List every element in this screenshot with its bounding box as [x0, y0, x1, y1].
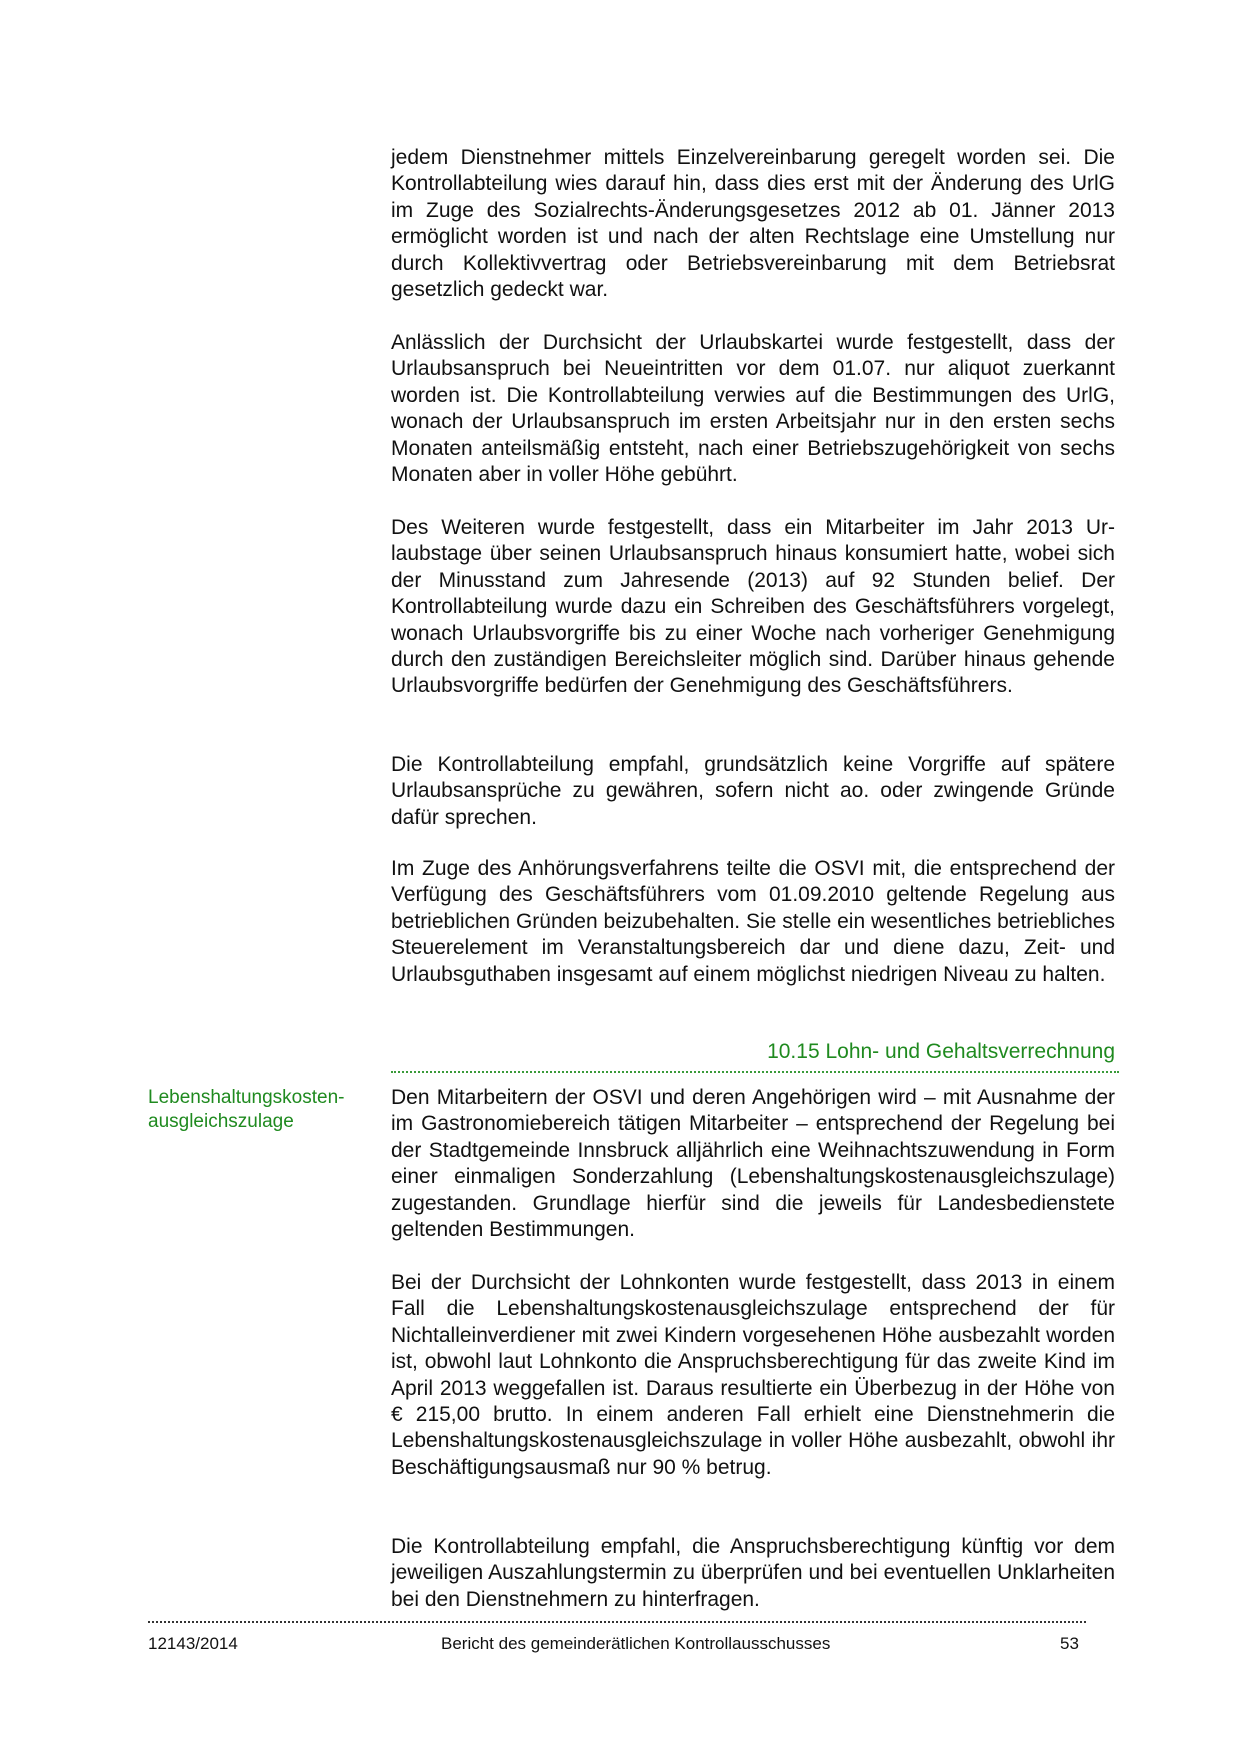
body-paragraph: Die Kontrollabteilung empfahl, grundsätzlich keine Vorgriffe auf spätere Urlaubsansprüche zu gewähren, sofern nicht ao. oder zwingende Gründe dafür sprechen. [391, 753, 1115, 829]
body-paragraph: Die Kontrollabteilung empfahl, die Anspruchsberechtigung künftig vor dem jeweiligen Auszahlungstermin zu überprüfen und bei eventuellen Unklarheiten bei den Dienstnehmern zu hinterfragen. [391, 1535, 1115, 1611]
footer-report-title: Bericht des gemeinderätlichen Kontrollausschusses [441, 1634, 831, 1653]
body-paragraph: Den Mitarbeitern der OSVI und deren Angehörigen wird – mit Ausnahme der im Gastronomiebereich tätigen Mitarbeiter – entsprechend der Regelung bei der Stadtgemeinde Innsbruck alljährlich eine Weihnachtszuwendung in Form einer einmaligen Sonderzahlung (Lebenshaltungskostenausgleichszulage) zugestanden. Grundlage hierfür sind die jeweils für Landesbedienstete geltenden Bestimmungen. [391, 1086, 1115, 1242]
body-paragraph: Des Weiteren wurde festgestellt, dass ein Mitarbeiter im Jahr 2013 Urlaubstage über seinen Urlaubsanspruch hinaus konsumiert hatte, wobei sich der Minusstand zum Jahresende (2013) auf 92 Stunden belief. Der Kontrollabteilung wurde dazu ein Schreiben des Geschäftsführers vorgelegt, wonach Urlaubsvorgriffe bis zu einer Woche nach vorheriger Genehmigung durch den zuständigen Bereichsleiter möglich sind. Darüber hinaus gehende Urlaubsvorgriffe bedürfen der Genehmigung des Geschäftsführers. [391, 516, 1115, 698]
footer-divider [148, 1621, 1086, 1623]
footer-report-number: 12143/2014 [148, 1634, 238, 1653]
section-heading: 10.15 Lohn- und Gehaltsverrechnung [767, 1040, 1115, 1063]
margin-note: Lebenshaltungskostenausgleichszulage [148, 1087, 345, 1132]
body-paragraph: Bei der Durchsicht der Lohnkonten wurde festgestellt, dass 2013 in einem Fall die Lebenshaltungskostenausgleichszulage entsprechend der für Nichtalleinverdiener mit zwei Kindern vorgesehenen Höhe ausbezahlt worden ist, obwohl laut Lohnkonto die Anspruchsberechtigung für das zweite Kind im April 2013 weggefallen ist. Daraus resultierte ein Überbezug in der Höhe von € 215,00 brutto. In einem anderen Fall erhielt eine Dienstnehmerin die Lebenshaltungskostenausgleichszulage in voller Höhe ausbezahlt, obwohl ihr Beschäftigungsausmaß nur 90 % betrug. [391, 1271, 1115, 1479]
body-paragraph: Im Zuge des Anhörungsverfahrens teilte die OSVI mit, die entsprechend der Verfügung des Geschäftsführers vom 01.09.2010 geltende Regelung aus betrieblichen Gründen beizubehalten. Sie stelle ein wesentliches betriebliches Steuerelement im Veranstaltungsbereich dar und diene dazu, Zeit- und Urlaubsguthaben insgesamt auf einem möglichst niedrigen Niveau zu halten. [391, 857, 1115, 986]
footer-page-number: 53 [1060, 1634, 1079, 1653]
body-paragraph: Anlässlich der Durchsicht der Urlaubskartei wurde festgestellt, dass der Urlaubsanspruch bei Neueintritten vor dem 01.07. nur aliquot zuerkannt worden ist. Die Kontrollabteilung verwies auf die Bestimmungen des UrlG, wonach der Urlaubsanspruch im ersten Arbeitsjahr nur in den ersten sechs Monaten anteilsmäßig entsteht, nach einer Betriebszugehörigkeit von sechs Monaten aber in voller Höhe gebührt. [391, 331, 1115, 487]
body-paragraph: jedem Dienstnehmer mittels Einzelvereinbarung geregelt worden sei. Die Kontrollabteilung wies darauf hin, dass dies erst mit der Änderung des UrlG im Zuge des Sozialrechts-Änderungsgesetzes 2012 ab 01. Jänner 2013 ermöglicht worden ist und nach der alten Rechtslage eine Umstellung nur durch Kollektivvertrag oder Betriebsvereinbarung mit dem Betriebsrat gesetzlich gedeckt war. [391, 146, 1115, 302]
section-heading-divider [391, 1071, 1119, 1073]
